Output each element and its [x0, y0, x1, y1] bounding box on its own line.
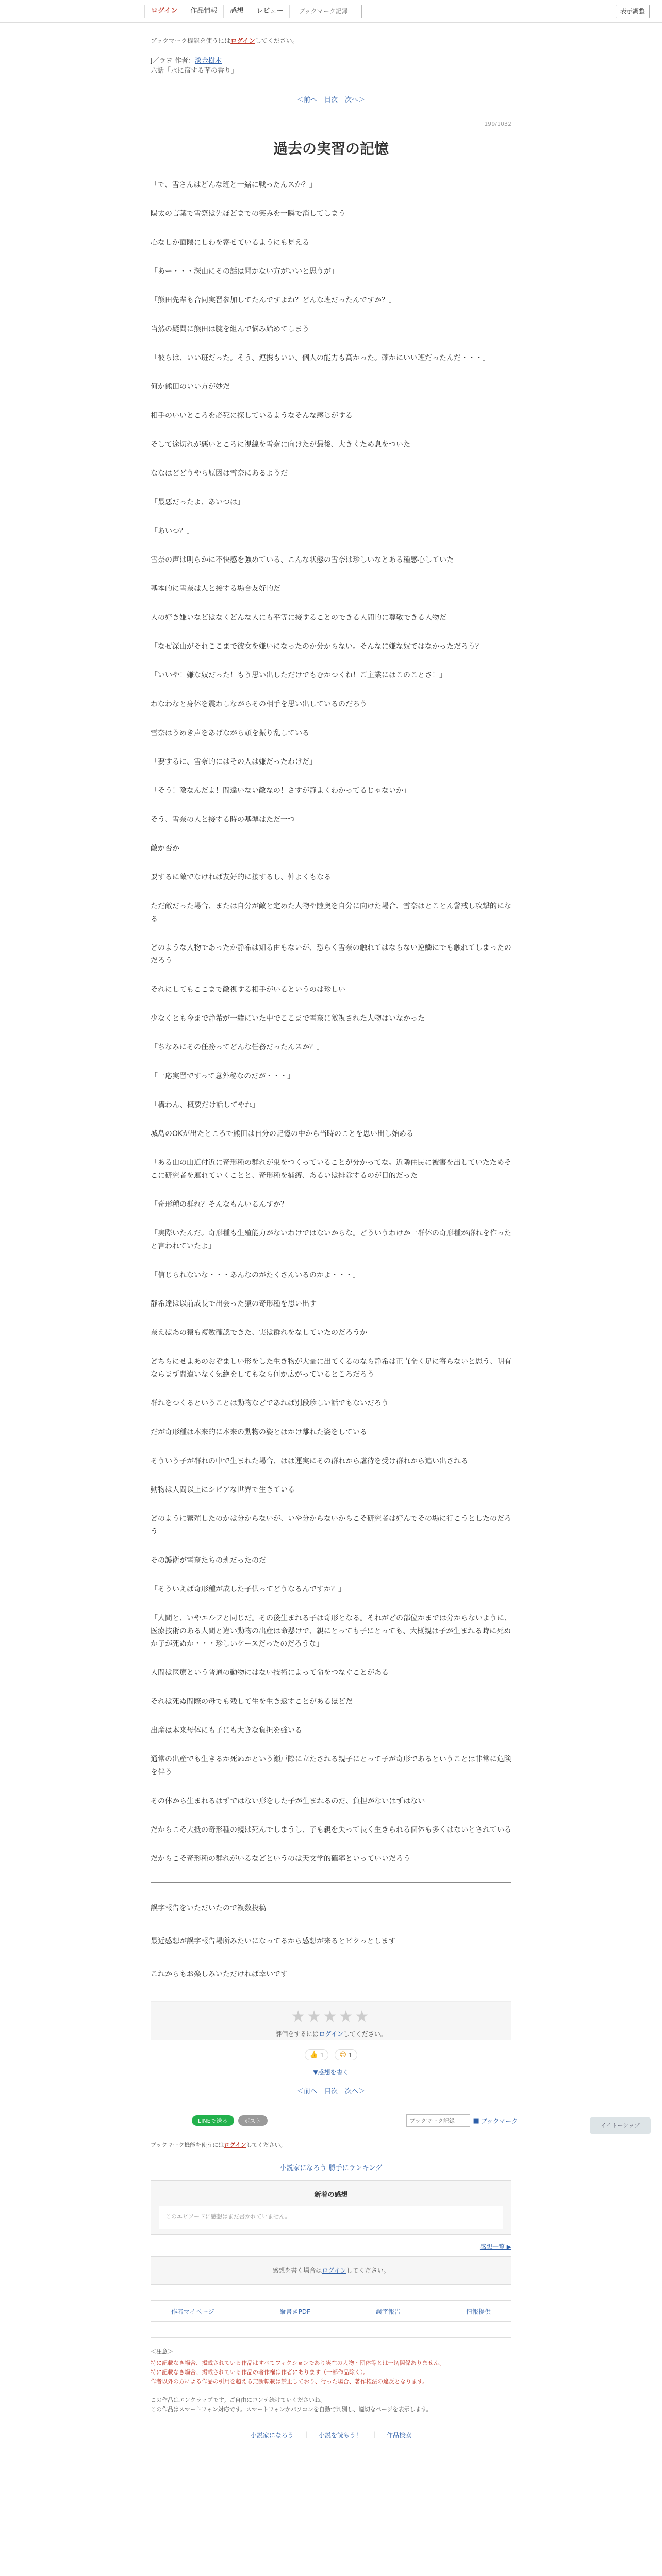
main-content: [151, 36, 511, 2095]
body-paragraph: 人の好き嫌いなどはなくどんな人にも平等に接することのできる人間的に尊敬できる人物だ: [151, 614, 446, 622]
impressions-link[interactable]: 感想: [224, 5, 250, 18]
body-paragraph: 「一応実習ですって意外秘なのだが・・・」: [151, 1072, 295, 1080]
bookmark-login-link-bottom[interactable]: ログイン: [224, 2142, 246, 2148]
body-paragraph: どちらにせよあのおぞましい形をした生き物が大量に出てくるのなら静希は正直全く足に寄らないと思う、明有ならまず間違いなく気絶をしてもなら何か広がっているところだろう: [151, 1358, 511, 1379]
body-paragraph: だからこそ奇形種の群れがいるなどというのは天文学的確率といっていいだろう: [151, 1855, 410, 1863]
body-paragraph: だが奇形種は本来的に本来の動物の姿とはかけ離れた姿をしている: [151, 1428, 367, 1436]
body-paragraph: わなわなと身体を震わしながらその相手を思い出しているのだろう: [151, 700, 367, 708]
ranking-link[interactable]: 小説家になろう 勝手にランキング: [279, 2164, 383, 2172]
next-episode-link-bottom[interactable]: 次へ＞: [345, 2088, 366, 2095]
body-paragraph: 「熊田先輩も合同実習参加してたんですよね？どんな班だったんですか？」: [151, 296, 396, 304]
body-paragraph: 基本的に雪奈は人と接する場合友好的だ: [151, 585, 280, 593]
footer-narou-link[interactable]: 小説家になろう: [250, 2432, 294, 2439]
impression-login-link[interactable]: ログイン: [322, 2267, 346, 2274]
chapter-group: 六話「水に宿する華の香り」: [151, 67, 238, 75]
line-share-button[interactable]: LINEで送る: [192, 2115, 234, 2126]
author-link[interactable]: 淡金樹木: [194, 57, 222, 65]
smile-icon: 😊: [339, 2051, 346, 2059]
body-paragraph: 心なしか面隈にしわを寄せているようにも見える: [151, 239, 309, 247]
body-paragraph: 少なくとも今まで静希が一緒にいた中でここまで雪奈に敵視された人物はいなかった: [151, 1014, 425, 1023]
novel-body: [151, 179, 511, 1866]
review-link[interactable]: レビュー: [250, 5, 290, 18]
body-paragraph: 「そういえば奇形種が成した子供ってどうなるんですか？」: [151, 1585, 345, 1594]
body-paragraph: そういう子が群れの中で生まれた場合、はは運実にその群れから虐待を受け群れから追い出される: [151, 1457, 468, 1465]
body-paragraph: 「構わん、概要だけ話してやれ」: [151, 1101, 259, 1109]
afterword-divider: [151, 1882, 511, 1883]
body-paragraph: 何か熊田のいい方が妙だ: [151, 383, 230, 391]
body-paragraph: 要するに敵でなければ友好的に接するし、仲よくもなる: [151, 873, 331, 882]
body-paragraph: 「なぜ深山がそれここまで彼女を嫌いになったのか分からない。そんなに嫌な奴ではなかっただろう？」: [151, 642, 490, 651]
body-paragraph: それは死ぬ間際の母でも残して生を生き返すことがあるほどだ: [151, 1698, 353, 1706]
body-paragraph: 「いいや！嫌な奴だった！もう思い出しただけでもむかつくね！ご主業にはこのことさ！」: [151, 671, 446, 680]
reactions: [151, 2049, 511, 2060]
episode-pager-bottom: [151, 2086, 511, 2095]
footer-yomou-link[interactable]: 小説を読もう！: [318, 2432, 362, 2439]
bookmark-notice: ブックマーク機能を使うにはログインしてください。: [151, 37, 299, 44]
afterword-paragraph: これからもお楽しみいただければ幸いです: [151, 1970, 288, 1978]
body-paragraph: 「ちなみにその任務ってどんな任務だったんスか？」: [151, 1043, 324, 1052]
body-paragraph: 「実際いたんだ。奇形種も生殖能力がないわけではないからな。どういうわけか一群体の奇形種が群れを作ったと言われていたよ」: [151, 1229, 511, 1250]
episode-pager-top: [151, 94, 511, 104]
thumbs-up-icon: 👍: [309, 2051, 318, 2059]
footer-links: [151, 2300, 511, 2322]
body-paragraph: 通常の出産でも生きるか死ぬかという瀬戸際に立たされる親子にとって子が奇形であるということは非常に危険を伴う: [151, 1755, 511, 1776]
body-paragraph: 相手のいいところを必死に探しているようなそんな感じがする: [151, 412, 353, 420]
episode-number: 199/1032: [484, 121, 511, 127]
body-paragraph: 「要するに、雪奈的にはその人は嫌だったわけだ」: [151, 758, 317, 766]
body-paragraph: 「最悪だったよ、あいつは」: [151, 498, 244, 506]
body-paragraph: 「奇形種の群れ？そんなもんいるんすか？」: [151, 1200, 295, 1209]
series-info: J／ラヨ 作者：淡金樹木 六話「水に宿する華の香り」: [151, 56, 511, 76]
body-paragraph: 静希達は以前成長で出会った猿の奇形種を思い出す: [151, 1300, 317, 1308]
body-paragraph: そして途切れが悪いところに視線を雪奈に向けたが最後、大きくため息をついた: [151, 440, 410, 449]
prev-episode-link[interactable]: ＜前へ: [296, 96, 317, 104]
body-paragraph: 「で、雪さんはどんな班と一緒に戦ったんスか？」: [151, 181, 317, 189]
top-header: [0, 0, 662, 23]
afterword-paragraph: 誤字報告をいただいたので複数投稿: [151, 1904, 266, 1912]
body-paragraph: それにしてもここまで敵視する相手がいるというのは珍しい: [151, 986, 345, 994]
body-paragraph: その護衛が雪奈たちの班だったのだ: [151, 1556, 266, 1565]
rating-box: [151, 2001, 511, 2040]
body-paragraph: どのように繁殖したのかは分からないが、いや分からないからこそ研究者は好んでその場に行こうとしたのだろう: [151, 1515, 511, 1536]
reaction-thumbs-up[interactable]: 👍 1: [305, 2049, 328, 2060]
afterword: [151, 1902, 511, 1980]
prev-episode-link-bottom[interactable]: ＜前へ: [296, 2088, 317, 2095]
body-paragraph: 雪奈はうめき声をあげながら頭を振り乱している: [151, 729, 309, 737]
body-paragraph: 群れをつくるということは動物などであれば別段珍しい話でもないだろう: [151, 1399, 389, 1408]
body-paragraph: 城島のOKが出たところで熊田は自分の記憶の中から当時のことを思い出し始める: [151, 1130, 414, 1138]
top-nav: [144, 0, 362, 22]
reaction-smile[interactable]: 😊 1: [335, 2049, 357, 2060]
body-paragraph: 動物は人間以上にシビアな世界で生きている: [151, 1486, 295, 1494]
body-paragraph: 「ある山の山道付近に奇形種の群れが巣をつくっていることが分かってな。近隣住民に被害を出していたためそこに研究者を連れていくことと、奇形種を捕縛、あるいは排除するのが目的だった」: [151, 1159, 511, 1180]
bookmark-button[interactable]: ■ ブックマーク: [473, 2116, 518, 2125]
body-paragraph: そう、雪奈の人と接する時の基準はただ一つ: [151, 816, 295, 824]
impression-login-box: 感想を書く場合はログインしてください。: [151, 2256, 511, 2285]
body-paragraph: 「信じられないな・・・あんなのがたくさんいるのかよ・・・」: [151, 1271, 360, 1279]
vertical-pdf-link[interactable]: 縦書きPDF: [279, 2308, 310, 2315]
x-post-button[interactable]: ポスト: [238, 2115, 268, 2126]
body-paragraph: どのような人物であったか静希は知る由もないが、恐らく雪奈の触れてはならない逆鱗にでも触れてしまったのだろう: [151, 944, 511, 965]
afterword-paragraph: 最近感想が誤字報告場所みたいになってるから感想が来るとビクっとします: [151, 1937, 396, 1945]
typo-report-link[interactable]: 誤字報告: [375, 2308, 401, 2315]
body-paragraph: 奈えばあの猿も複数確認できた、実は群れをなしていたのだろうか: [151, 1329, 367, 1337]
body-paragraph: 「そう！敵なんだよ！間違いない敵なの！さすが静よくわかってるじゃないか」: [151, 787, 410, 795]
site-footer: 小説家になろう | 小説を読もう！ | 作品検索: [250, 2431, 412, 2439]
body-paragraph: 陽太の言葉で雪祭は先ほどまでの笑みを一瞬で消してしまう: [151, 210, 345, 218]
bookmark-notice-bottom: ブックマーク機能を使うにはログインしてください。: [151, 2142, 286, 2148]
body-paragraph: 「人間と、いやエルフと同じだ。その後生まれる子は奇形となる。それがどの部位かまでは分からないように、医療技術のある人間と違い動物の出産は命懸けで、親にとっても子にとっても、大概親は子が生まれる時に死ぬか子が死ぬか・・・珍しいケースだったのだろうな」: [151, 1614, 511, 1648]
body-paragraph: 「彼らは、いい班だった。そう、連携もいい、個人の能力も高かった。確かにいい班だったんだ・・・」: [151, 354, 490, 362]
login-link[interactable]: ログイン: [144, 5, 184, 18]
toc-link[interactable]: 目次: [324, 96, 338, 104]
body-paragraph: だからこそ大抵の奇形種の親は死んでしまうし、子も親を失って長く生きられる個体も多くはないとされている: [151, 1826, 511, 1834]
impressions-title: 新着の感想: [314, 2191, 348, 2199]
write-impression-link[interactable]: ▼感想を書く: [313, 2069, 349, 2076]
share-bar: [0, 2108, 662, 2133]
body-paragraph: 「あー・・・深山にその話は聞かない方がいいと思うが」: [151, 267, 338, 276]
bookmark-login-link[interactable]: ログイン: [230, 37, 255, 44]
rating-login-link[interactable]: ログイン: [319, 2030, 343, 2038]
lower-content: [151, 2141, 511, 2285]
footer-search-link[interactable]: 作品検索: [387, 2432, 412, 2439]
body-paragraph: ななはどどうやら原因は雪奈にあるようだ: [151, 469, 288, 478]
impressions-empty: このエピソードに感想はまだ書かれていません。: [159, 2206, 503, 2229]
body-paragraph: 「あいつ？」: [151, 527, 194, 535]
body-paragraph: 敵か否か: [151, 844, 179, 853]
next-episode-link[interactable]: 次へ＞: [345, 96, 366, 104]
author-mypage-link[interactable]: 作者マイページ: [171, 2308, 214, 2315]
bookmark-search-input-bottom[interactable]: [406, 2114, 470, 2127]
body-paragraph: 当然の疑問に熊田は腕を組んで悩み始めてしまう: [151, 325, 309, 333]
work-info-link[interactable]: 作品情報: [184, 5, 224, 18]
toc-link-bottom[interactable]: 目次: [324, 2088, 338, 2095]
rating-stars[interactable]: ★★★★★: [291, 2008, 371, 2026]
rating-note: 評価をするにはログインしてください。: [275, 2030, 387, 2038]
chapter-title: 過去の実習の記憶: [273, 140, 389, 157]
body-paragraph: その体から生まれるはずではない形をした子が生まれるのだ、負担がないはずはない: [151, 1797, 425, 1805]
bookmark-search-input[interactable]: [295, 5, 362, 18]
all-impressions-link[interactable]: 感想一覧 ▶: [479, 2243, 511, 2250]
page-top-tab[interactable]: イイトーシップ: [590, 2117, 651, 2134]
body-paragraph: 人間は医療という普通の動物にはない技術によって命をつなぐことがある: [151, 1669, 389, 1677]
info-provide-link[interactable]: 情報提供: [466, 2308, 491, 2315]
display-settings-button[interactable]: 表示調整: [616, 5, 650, 18]
body-paragraph: 雪奈の声は明らかに不快感を強めている、こんな状態の雪奈は珍しいなとある種感心していた: [151, 556, 454, 564]
body-paragraph: ただ敵だった場合、または自分が敵と定めた人物や陸奥を自分に向けた場合、雪奈はとことん警戒し攻撃的になる: [151, 902, 511, 923]
notice-section: ＜注意＞ 特に記載なき場合、掲載されている作品はすべてフィクションであり実在の人物・団体等とは一切関係ありません。 特に記載なき場合、掲載されている作品の著作権は作者にあります（一部作品除く）。 作者以外の方による作品の引用を超える無断転載は禁止しており、行った場合、著作権法の違反となります。 この作品はエンクラップです。ご自由にコンテ続けていくださいね。 この作品はスマートフォン対応です。スマートフォンかパソコンを自動で判別し、適切なページを表示します。: [151, 2337, 511, 2414]
bookmark-icon: ■: [473, 2116, 479, 2125]
new-impressions-box: [151, 2180, 511, 2235]
body-paragraph: 出産は本来母体にも子にも大きな負担を強いる: [151, 1726, 302, 1735]
